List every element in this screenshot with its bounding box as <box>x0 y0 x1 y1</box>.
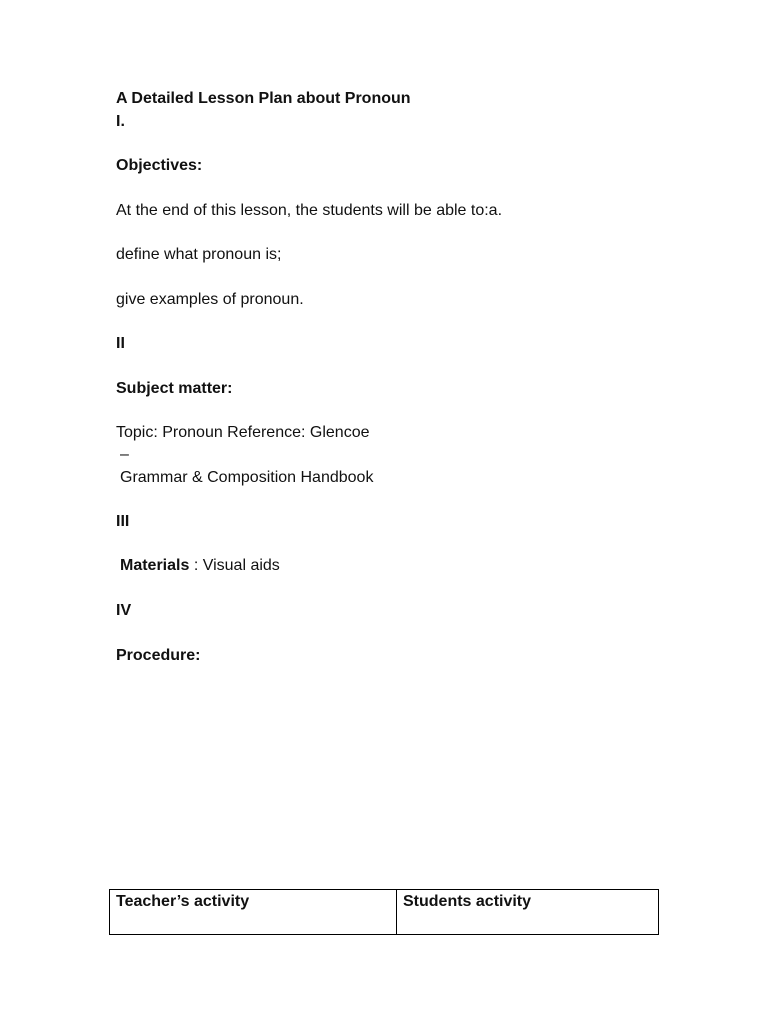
procedure-heading: Procedure: <box>116 647 201 664</box>
section-numeral-iv: IV <box>116 602 132 619</box>
document-title: A Detailed Lesson Plan about Pronoun <box>116 90 411 107</box>
section-numeral-iii: III <box>116 513 130 530</box>
topic-reference-line: Topic: Pronoun Reference: Glencoe <box>116 424 370 441</box>
teacher-activity-header: Teacher’s activity <box>110 890 397 935</box>
table-header-row <box>110 890 659 935</box>
reference-continuation: Grammar & Composition Handbook <box>120 469 374 486</box>
materials-label: Materials <box>120 557 190 574</box>
objective-item-1: define what pronoun is; <box>116 246 282 263</box>
materials-value: : Visual aids <box>189 557 280 574</box>
section-numeral-ii: II <box>116 335 125 352</box>
objectives-heading: Objectives: <box>116 157 203 174</box>
dash-separator: – <box>120 446 129 463</box>
section-numeral-i: I. <box>116 113 125 130</box>
activity-table <box>109 889 659 935</box>
students-activity-header: Students activity <box>397 890 659 935</box>
subject-matter-heading: Subject matter: <box>116 380 233 397</box>
objectives-intro: At the end of this lesson, the students will be able to:a. <box>116 202 503 219</box>
materials-line <box>120 556 280 576</box>
objective-item-2: give examples of pronoun. <box>116 291 304 308</box>
